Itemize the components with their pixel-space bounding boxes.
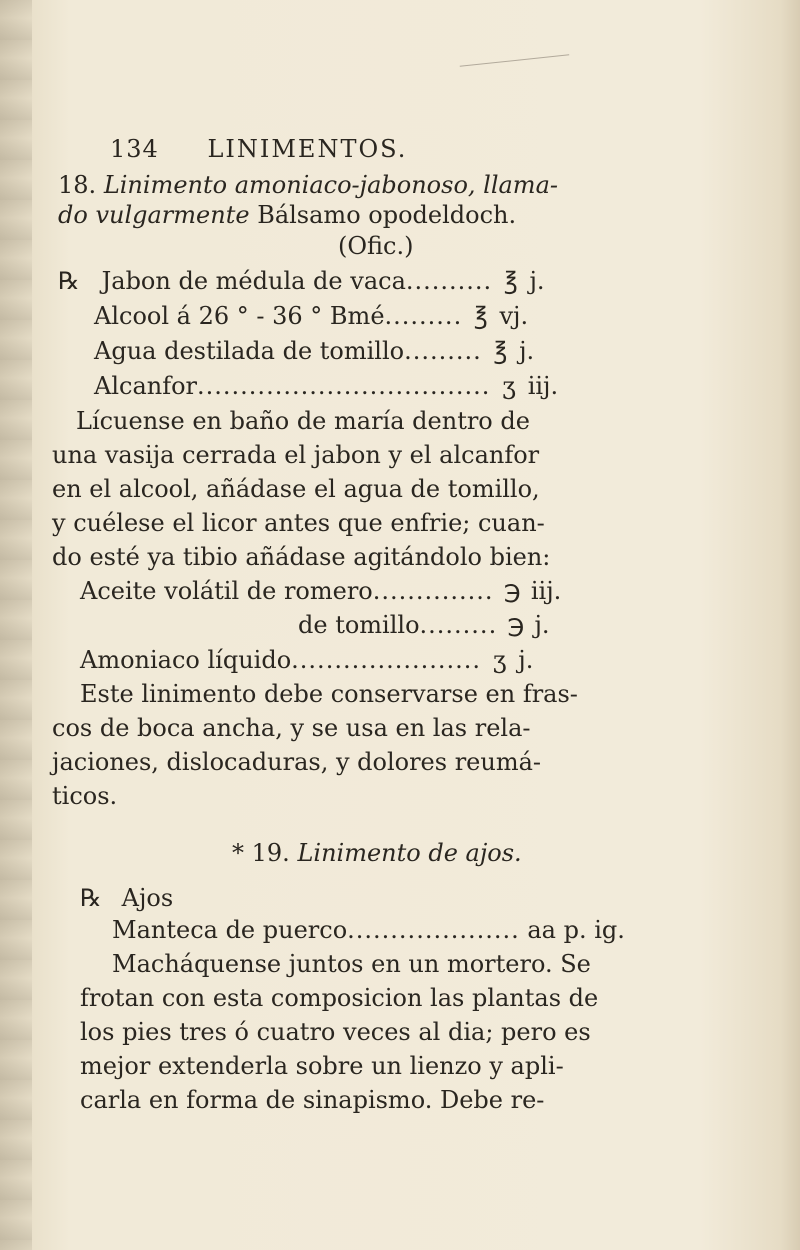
section-18-title-rest: Bálsamo opodeldoch.	[257, 201, 517, 229]
paragraph-line: jaciones, dislocaduras, y dolores reumá-	[52, 748, 542, 776]
apothecary-unit: ℈	[507, 611, 525, 639]
ingredient-name: de tomillo	[298, 611, 420, 639]
leader-dots: .........	[384, 302, 463, 330]
faint-pen-mark	[460, 54, 571, 76]
leader-dots: ..................................	[197, 372, 491, 400]
ingredient-name: Jabon de médula de vaca	[101, 267, 406, 295]
paragraph-line: Macháquense juntos en un mortero. Se	[112, 950, 591, 978]
ingredient-row	[94, 301, 528, 331]
ingredient-row	[80, 645, 533, 675]
apothecary-unit: ℥	[493, 337, 508, 365]
running-title: LINIMENTOS.	[207, 135, 408, 163]
paragraph-line: cos de boca ancha, y se usa en las rela-	[52, 714, 531, 742]
section-19-title-italic: Linimento de ajos.	[297, 839, 522, 867]
ingredient-row	[94, 336, 534, 366]
binding-gutter-stain	[0, 0, 32, 1250]
recipe-symbol: ℞	[58, 267, 80, 295]
recipe-symbol: ℞	[80, 884, 102, 912]
ingredient-quantity: iij.	[527, 372, 559, 400]
apothecary-unit: ʒ	[492, 646, 507, 674]
paragraph-line: do esté ya tibio añádase agitándolo bien:	[52, 543, 551, 571]
section-18-number: 18.	[58, 171, 97, 199]
section-18-title-italic: Linimento amoniaco-jabonoso, llama-	[103, 171, 558, 199]
ingredient-name: Manteca de puerco	[112, 916, 348, 944]
page-number: 134	[110, 135, 159, 163]
section-18-title-italic-2: do vulgarmente	[58, 201, 250, 229]
section-19-mark: *	[232, 839, 244, 867]
leader-dots: ..........	[405, 267, 493, 295]
paragraph-line: una vasija cerrada el jabon y el alcanfor	[52, 441, 540, 469]
ingredient-row	[80, 576, 561, 606]
ingredient-row	[298, 610, 550, 640]
section-18-title-line-1	[58, 170, 558, 200]
leader-dots: ..............	[372, 577, 494, 605]
section-19-number: 19.	[251, 839, 290, 867]
leader-dots: .........	[404, 337, 482, 365]
ingredient-name: Ajos	[121, 884, 174, 912]
ingredient-quantity: j.	[534, 611, 550, 639]
leader-dots: ......................	[291, 646, 482, 674]
leader-dots: .........	[419, 611, 498, 639]
section-18-title-line-2	[58, 200, 516, 230]
apothecary-unit: ʒ	[502, 372, 516, 400]
ingredient-row	[80, 883, 173, 913]
paragraph-line: en el alcool, añádase el agua de tomillo,	[52, 475, 540, 503]
ingredient-name: Alcool á 26 ° - 36 ° Bmé	[94, 302, 385, 330]
ingredient-row	[58, 266, 545, 296]
ingredient-quantity: j.	[529, 267, 545, 295]
ingredient-quantity: iij.	[530, 577, 562, 605]
ingredient-name: Alcanfor	[94, 372, 198, 400]
running-header	[110, 134, 407, 164]
apothecary-unit: ℈	[503, 577, 521, 605]
ingredient-name: Aceite volátil de romero	[80, 577, 373, 605]
paragraph-line: los pies tres ó cuatro veces al dia; pero es	[80, 1018, 591, 1046]
paragraph-line: Lícuense en baño de maría dentro de	[76, 407, 530, 435]
ingredient-quantity: j.	[519, 337, 535, 365]
apothecary-unit: ℥	[503, 267, 518, 295]
paragraph-line: ticos.	[52, 782, 118, 810]
paragraph-line: carla en forma de sinapismo. Debe re-	[80, 1086, 545, 1114]
apothecary-unit: ℥	[473, 302, 488, 330]
section-18-official-note: (Ofic.)	[338, 232, 414, 260]
paragraph-line: mejor extenderla sobre un lienzo y apli-	[80, 1052, 564, 1080]
ingredient-quantity: aa p. ig.	[527, 916, 625, 944]
paragraph-line: Este linimento debe conservarse en fras-	[80, 680, 578, 708]
ingredient-name: Agua destilada de tomillo	[94, 337, 405, 365]
ingredient-name: Amoniaco líquido	[80, 646, 292, 674]
ingredient-quantity: vj.	[499, 302, 529, 330]
paragraph-line: y cuélese el licor antes que enfrie; cuan-	[52, 509, 545, 537]
ingredient-quantity: j.	[518, 646, 534, 674]
leader-dots: ....................	[347, 916, 520, 944]
ingredient-row	[94, 371, 558, 401]
section-19-title	[232, 838, 522, 868]
paragraph-line: frotan con esta composicion las plantas de	[80, 984, 599, 1012]
ingredient-row	[112, 915, 625, 945]
